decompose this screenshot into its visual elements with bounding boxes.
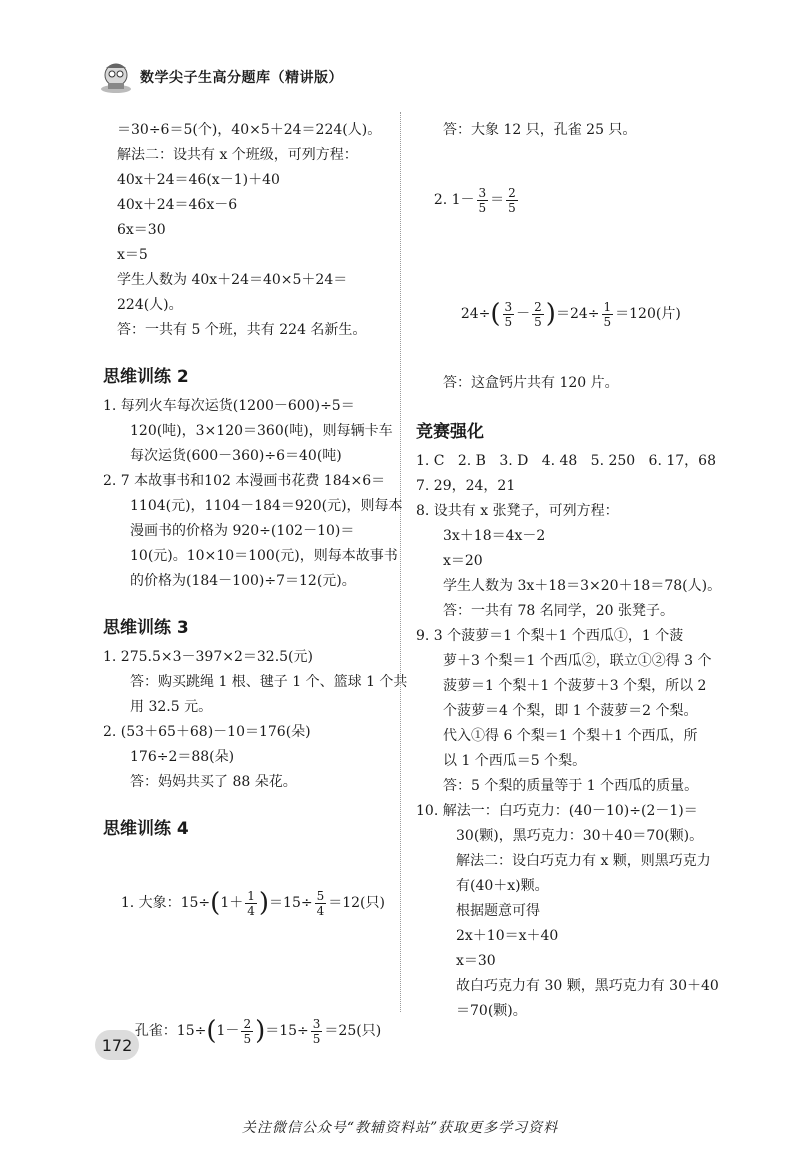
answer-line: 菠萝＝1 个梨＋1 个菠萝＋3 个梨，所以 2 xyxy=(443,678,707,694)
answer-line: 代入①得 6 个梨＝1 个梨＋1 个西瓜，所 xyxy=(443,728,698,744)
fraction-line xyxy=(416,143,716,257)
equation-line: 2x＋10＝x＋40 xyxy=(456,928,559,944)
fraction xyxy=(477,186,489,215)
text-segment: ＝12(只) xyxy=(328,895,385,911)
fraction xyxy=(503,300,515,329)
equation-line: 40x＋24＝46(x－1)＋40 xyxy=(117,172,280,188)
equation-line: x＝30 xyxy=(456,953,496,969)
answer-line: 答：这盒钙片共有 120 片。 xyxy=(443,375,619,391)
page-number-badge: 172 xyxy=(95,1030,139,1060)
denominator: 5 xyxy=(312,1031,321,1046)
answer-line: 有(40＋x)颗。 xyxy=(456,878,549,894)
fraction-line xyxy=(103,846,393,960)
answer-line: 根据题意可得 xyxy=(456,903,540,919)
answer-line: 个菠萝＝4 个梨，即 1 个菠萝＝2 个梨。 xyxy=(443,703,698,719)
equation-line: 3x＋18＝4x－2 xyxy=(443,528,546,544)
answer-line: 10(元)。10×10＝100(元)，则每本故事书 xyxy=(130,548,398,564)
denominator: 5 xyxy=(534,314,542,329)
text-segment: 孔雀：15÷ xyxy=(134,1023,207,1039)
answer-line: 萝＋3 个梨＝1 个西瓜②，联立①②得 3 个 xyxy=(443,653,712,669)
paren-close: ) xyxy=(545,299,556,329)
numerator: 2 xyxy=(243,1016,252,1031)
section-heading: 思维训练 2 xyxy=(103,367,189,387)
section-heading: 竞赛强化 xyxy=(416,422,484,442)
fraction xyxy=(311,1017,323,1046)
answer-line: 的价格为(184－100)÷7＝12(元)。 xyxy=(130,573,356,589)
paren-open: ( xyxy=(490,299,501,329)
equation-line: 6x＝30 xyxy=(117,222,166,238)
text-segment: 1. 大象：15÷ xyxy=(120,895,211,911)
numerator: 2 xyxy=(508,185,516,200)
fraction xyxy=(315,889,327,918)
text-segment: ＝15÷ xyxy=(265,1023,309,1039)
numerator: 2 xyxy=(534,299,542,314)
text-segment: ＝120(片) xyxy=(615,306,681,322)
fraction xyxy=(245,889,257,918)
text-segment: 2. 1－ xyxy=(433,192,475,208)
answer-line: 8. 设共有 x 张凳子，可列方程： xyxy=(416,503,619,519)
answer-line: 解法二：设共有 x 个班级，可列方程： xyxy=(117,147,358,163)
answer-line: 答：大象 12 只，孔雀 25 只。 xyxy=(443,122,637,138)
denominator: 5 xyxy=(603,314,612,329)
answer-line: 7. 29，24，21 xyxy=(416,478,516,494)
paren-close: ) xyxy=(255,1016,266,1046)
answer-line: 答：妈妈共买了 88 朵花。 xyxy=(130,774,297,790)
left-column xyxy=(103,118,408,1088)
mascot-logo-icon xyxy=(98,59,134,95)
text-segment: － xyxy=(516,306,531,322)
numerator: 3 xyxy=(478,185,487,200)
paren-open: ( xyxy=(206,1016,217,1046)
numerator: 3 xyxy=(312,1016,321,1031)
fraction xyxy=(506,186,518,215)
fraction xyxy=(241,1017,253,1046)
paren-open: ( xyxy=(210,888,221,918)
text-segment: 1＋ xyxy=(220,895,244,911)
answer-line: 30(颗)，黑巧克力：30＋40＝70(颗)。 xyxy=(456,828,704,844)
fraction xyxy=(532,300,544,329)
answer-line: 学生人数为 40x＋24＝40×5＋24＝ xyxy=(117,272,348,288)
section-heading: 思维训练 3 xyxy=(103,618,189,638)
answer-line: 漫画书的价格为 920÷(102－10)＝ xyxy=(130,523,355,539)
fraction-line xyxy=(416,257,716,371)
column-divider xyxy=(400,112,401,1012)
answer-line: 解法二：设白巧克力有 x 颗，则黑巧克力 xyxy=(456,853,711,869)
denominator: 5 xyxy=(478,200,487,215)
text-segment: ＝25(只) xyxy=(324,1023,382,1039)
text-segment: ＝24÷ xyxy=(555,306,600,322)
text-segment: ＝ xyxy=(490,192,505,208)
answer-line: 答：5 个梨的质量等于 1 个西瓜的质量。 xyxy=(443,778,699,794)
answer-line: 答：一共有 78 名同学，20 张凳子。 xyxy=(443,603,674,619)
denominator: 4 xyxy=(316,903,325,918)
right-column xyxy=(416,118,722,1024)
numerator: 3 xyxy=(504,299,513,314)
answer-line: 224(人)。 xyxy=(117,297,183,313)
text-segment: ＝15÷ xyxy=(269,895,313,911)
text-segment: 24÷ xyxy=(460,306,491,322)
answer-line: 2. (53＋65＋68)－10＝176(朵) xyxy=(103,724,311,740)
section-heading: 思维训练 4 xyxy=(103,819,189,839)
text-segment: 1－ xyxy=(216,1023,240,1039)
paren-close: ) xyxy=(258,888,270,918)
equation-line: x＝20 xyxy=(443,553,483,569)
fraction xyxy=(602,300,614,329)
denominator: 5 xyxy=(243,1031,252,1046)
answer-line: 学生人数为 3x＋18＝3×20＋18＝78(人)。 xyxy=(443,578,722,594)
answer-line: 每次运货(600－360)÷6＝40(吨) xyxy=(130,448,342,464)
answer-line: 1. 275.5×3－397×2＝32.5(元) xyxy=(103,649,313,665)
page-header xyxy=(98,58,343,96)
denominator: 4 xyxy=(247,903,255,918)
answer-line: 2. 7 本故事书和102 本漫画书花费 184×6＝ xyxy=(103,473,386,489)
answer-line: ＝30÷6＝5(个)，40×5＋24＝224(人)。 xyxy=(117,122,382,138)
answer-line: 176÷2＝88(朵) xyxy=(130,749,235,765)
answer-line: ＝70(颗)。 xyxy=(456,1003,527,1019)
numerator: 5 xyxy=(316,888,325,903)
numerator: 1 xyxy=(247,888,255,903)
fraction-line xyxy=(103,974,393,1088)
answer-line: 120(吨)，3×120＝360(吨)，则每辆卡车 xyxy=(130,423,393,439)
denominator: 5 xyxy=(504,314,513,329)
numerator: 1 xyxy=(603,299,612,314)
answer-line: 1. 每列火车每次运货(1200－600)÷5＝ xyxy=(103,398,355,414)
answer-line: 1104(元)，1104－184＝920(元)，则每本 xyxy=(130,498,403,514)
equation-line: x＝5 xyxy=(117,247,148,263)
answer-line: 10. 解法一：白巧克力：(40－10)÷(2－1)＝ xyxy=(416,803,698,819)
answer-line: 9. 3 个菠萝＝1 个梨＋1 个西瓜①，1 个菠 xyxy=(416,628,684,644)
answer-line: 用 32.5 元。 xyxy=(130,699,213,715)
answer-line: 答：购买跳绳 1 根、毽子 1 个、篮球 1 个共 xyxy=(130,674,408,690)
denominator: 5 xyxy=(508,200,516,215)
answer-line: 以 1 个西瓜＝5 个梨。 xyxy=(443,753,587,769)
answer-line: 1. C 2. B 3. D 4. 48 5. 250 6. 17，68 xyxy=(416,453,716,469)
equation-line: 40x＋24＝46x－6 xyxy=(117,197,238,213)
footer-note: 关注微信公众号“教辅资料站”获取更多学习资料 xyxy=(241,1120,559,1136)
book-title: 数学尖子生高分题库（精讲版） xyxy=(140,70,343,86)
answer-line: 答：一共有 5 个班，共有 224 名新生。 xyxy=(117,322,367,338)
answer-line: 故白巧克力有 30 颗，黑巧克力有 30＋40 xyxy=(456,978,719,994)
